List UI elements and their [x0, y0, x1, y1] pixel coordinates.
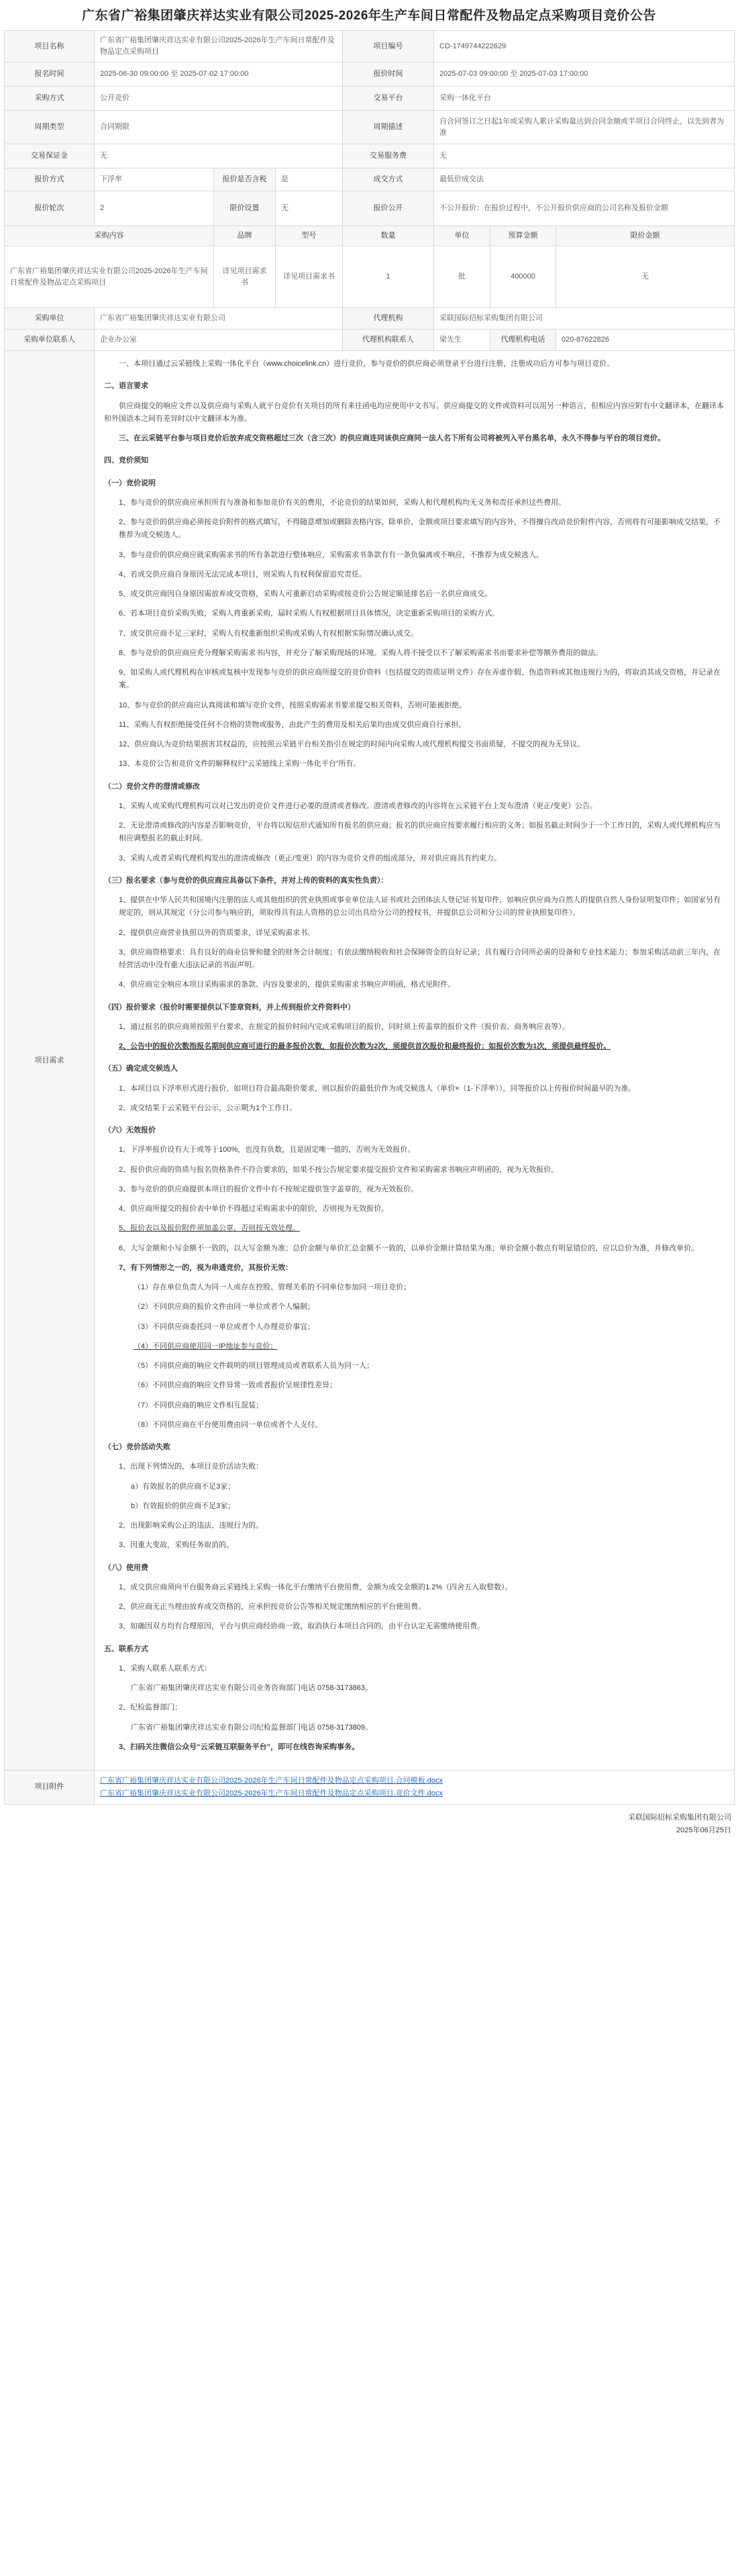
page-title: 广东省广裕集团肇庆祥达实业有限公司2025-2026年生产车间日常配件及物品定点采购项目竞价公告	[82, 9, 656, 23]
limit: 无	[276, 191, 343, 226]
requirements-label: 项目需求	[5, 351, 95, 1771]
req-g4: （4）不同供应商使用同一IP地址参与竞价；	[134, 1342, 278, 1350]
req-h2: 2、出现影响采购公正的违法、违规行为的。	[119, 1522, 264, 1530]
footer	[4, 1805, 734, 1838]
req-l10: 10、参与竞价的供应商应认真阅读和填写竞价文件，按照采购需求书要求提交相关资料，否则可能被拒绝。	[119, 701, 467, 709]
buyer-contact-label: 采购单位联系人	[5, 330, 95, 351]
req-d2: 2、公告中的报价次数指报名期间供应商可进行的最多报价次数，如报价次数为2次，须提供首次报价和最终报价；如报价次数为1次，须提供最终报价。	[119, 1042, 611, 1051]
req-f4: 4、供应商所提交的报价表中单价不得超过采购需求中的限价，否则视为无效报价。	[119, 1205, 389, 1213]
footer-date: 2025年06月25日	[676, 1826, 731, 1835]
req-l4: 4、若成交供应商自身原因无法完成本项目，则采购人有权利保留追究责任。	[119, 570, 367, 579]
req-s4a: （一）竞价说明	[104, 479, 156, 487]
req-s7: （六）无效报价	[104, 1126, 156, 1135]
requirements-content	[95, 351, 735, 1771]
req-g7: （7）不同供应商的响应文件相互混装；	[134, 1401, 264, 1409]
req-i2: 2、供应商无正当理由放弃成交资格的，应承担按竞价公告等相关规定缴纳相应的平台使用费。	[119, 1603, 426, 1612]
agency-phone: 020-87622826	[556, 330, 735, 351]
items-header-content: 采购内容	[5, 226, 214, 246]
req-f3: 3、参与竞价的供应商提供本项目的报价文件中有不按规定提供签字盖章的，视为无效报价。	[119, 1185, 419, 1193]
attachments-list	[95, 1771, 735, 1804]
cycle-label: 周期类型	[5, 111, 95, 144]
req-f7: 7、有下列情形之一的，视为串通竞价，其报价无效：	[119, 1263, 293, 1272]
req-h1b: b）有效报价的供应商不足3家；	[131, 1501, 235, 1510]
req-l7: 7、成交供应商不足三家时，采购人有权重新组织采购或采购人有权根据实际情况确认成交。	[119, 629, 419, 638]
buyer-label: 采购单位	[5, 308, 95, 330]
req-j1a: 广东省广裕集团肇庆祥达实业有限公司业务咨询部门电话 0758-3173863。	[131, 1684, 373, 1693]
item-unit: 批	[434, 246, 490, 308]
items-header-qty: 数量	[343, 226, 434, 246]
attachments-label: 项目附件	[5, 1771, 95, 1804]
rounds-label: 报价轮次	[5, 191, 95, 226]
req-l12: 12、供应商认为竞价结果损害其权益的，应按照云采链平台相关指引在规定的时间内向采购人或代理机构提交书面质疑，不提交的视为无异议。	[119, 740, 585, 749]
item-brand: 详见项目需求书	[214, 246, 276, 308]
req-f1: 1、下浮率报价设有大于或等于100%，也没有负数，且是固定唯一值的，否则为无效报价。	[119, 1146, 415, 1154]
req-f5: 5、报价表以及报价附件须加盖公章，否则按无效处理。	[119, 1224, 301, 1233]
include-tax: 是	[276, 168, 343, 191]
req-l13: 13、本竞价公告和竞价文件的解释权归“云采链线上采购一体化平台”所有。	[119, 760, 361, 769]
req-s9: （八）使用费	[104, 1563, 148, 1572]
req-i3: 3、如确因双方均有合理原因，平台与供应商经协商一致，取消执行本项目合同的，由平台认定无需缴纳使用费。	[119, 1622, 485, 1631]
items-header-limit: 限价金额	[556, 226, 735, 246]
signup-time-label: 报名时间	[5, 62, 95, 87]
req-g5: （5）不同供应商的响应文件载明的项目管理成员或者联系人员为同一人；	[134, 1362, 374, 1371]
deposit: 无	[95, 144, 343, 168]
period: 自合同签订之日起1年或采购人累计采购量达到合同金额或半项目合同终止，以先到者为准	[434, 111, 735, 144]
req-l9: 9、如采购人或代理机构在审核或复核中发现参与竞价的供应商所提交的竞价资料（包括提交的资质证明文件）存在弄虚作假、伪造资料或其他违规行为的，将取消其成交资格，并记录在案。	[119, 668, 721, 690]
req-g6: （6）不同供应商的响应文件异常一致或者报价呈规律性差异；	[134, 1381, 337, 1390]
attachment-contract-link[interactable]: 广东省广裕集团肇庆祥达实业有限公司2025-2026年生产车间日常配件及物品定点采购项目.合同模板.docx	[100, 1777, 443, 1785]
method-label: 采购方式	[5, 87, 95, 111]
req-l8: 8、参与竞价的供应商应充分理解采购需求书内容，并充分了解采购现场的环境。采购人将不接受以不了解采购需求书而要求补偿等额外费用的做法。	[119, 648, 603, 657]
req-f2: 2、报价供应商的资质与报名资格条件不符合要求的，如果不按公告规定要求提交报价文件和采购需求书响应声明函的，视为无效报价。	[119, 1165, 559, 1174]
attachment-bid-doc-link[interactable]: 广东省广裕集团肇庆祥达实业有限公司2025-2026年生产车间日常配件及物品定点采购项目.竞价文件.docx	[100, 1789, 443, 1797]
req-s8: （七）竞价活动失败	[104, 1443, 170, 1452]
req-p1: 一、本项目通过云采链线上采购一体化平台（www.choicelink.cn）进行竞价，参与竞价的供应商必须登录平台进行注册，注册成功后方可参与项目竞价。	[119, 360, 615, 368]
platform-label: 交易平台	[343, 87, 434, 111]
req-l3: 3、参与竞价的供应商应就采购需求书的所有条款进行整体响应，采购需求书条款有有一条负偏离或不响应，不推荐为成交候选人。	[119, 550, 544, 559]
req-e2: 2、成交结果于云采链平台公示，公示期为1个工作日。	[119, 1103, 297, 1112]
req-p2: 供应商提交的响应文件以及供应商与采购人就平台竞价有关项目的所有来往函电均应使用中文书写。供应商提交的文件或资料可以用另一种语言，但相应内容应附有中文翻译本，在翻译本和外国语本之间有差异时以中文翻译本为准。	[104, 401, 724, 423]
req-b2: 2、无论澄清或修改的内容是否影响竞价，平台将以短信形式通知所有报名的供应商；报名的供应商应按要求履行相应的义务；如报名截止时间少于一个工作日的，采购人或代理机构应当相应调整报名的截止时间。	[119, 822, 721, 843]
req-s10: 五、联系方式	[104, 1644, 148, 1653]
req-d1: 1、通过报名的供应商须按照平台要求，在规定的报价时间内完成采购项目的报价，同时须上传盖章的报价文件（报价表、商务响应表等）。	[119, 1022, 570, 1031]
req-p3: 三、在云采链平台参与项目竞价后放弃成交资格超过三次（含三次）的供应商连同该供应商同一法人名下所有公司将被列入平台黑名单，永久不得参与平台的项目竞价。	[119, 434, 665, 443]
req-g3: （3）不同供应商委托同一单位或者个人办理竞价事宜；	[134, 1322, 315, 1331]
items-header-model: 型号	[276, 226, 343, 246]
announcement-table	[4, 30, 735, 1805]
req-s4: 四、竞价须知	[104, 456, 148, 465]
item-model: 详见项目需求书	[276, 246, 343, 308]
req-c3: 3、供应商资格要求：具有良好的商业信誉和健全的财务会计制度；有依法缴纳税收和社会保障资金的良好记录；具有履行合同所必需的设备和专业技术能力；参加采购活动前三年内，在经营活动中没有重大违法记录的书面声明。	[119, 948, 721, 970]
deal-mode-label: 成交方式	[343, 168, 434, 191]
req-s2: 二、语言要求	[104, 382, 148, 391]
items-header-budget: 预算金额	[490, 226, 556, 246]
req-l11: 11、采购人有权拒绝接受任何不合格的货物或服务，由此产生的费用及相关后果均由成交供应商自行承担。	[119, 720, 466, 729]
item-limit: 无	[556, 246, 735, 308]
req-c4: 4、供应商完全响应本项目采购需求的条款、内容及要求的，提供采购需求书响应声明函，格式见附件。	[119, 981, 456, 989]
req-c2: 2、提供供应商营业执照以外的资质要求，详见采购需求书。	[119, 928, 315, 937]
req-g8: （8）不同供应商在平台使用费由同一单位或者个人支付。	[134, 1420, 323, 1429]
req-h1a: a）有效报名的供应商不足3家；	[131, 1482, 235, 1491]
buyer-contact: 企业办公室	[95, 330, 343, 351]
project-name: 广东省广裕集团肇庆祥达实业有限公司2025-2026年生产车间日常配件及物品定点采购项目	[95, 31, 343, 62]
req-g2: （2）不同供应商的报价文件由同一单位或者个人编制；	[134, 1303, 315, 1311]
signup-time: 2025-06-30 09:00:00 至 2025-07-02 17:00:00	[95, 62, 343, 87]
include-tax-label: 报价是否含税	[214, 168, 276, 191]
cycle: 合同期限	[95, 111, 343, 144]
req-j1c: 广东省广裕集团肇庆祥达实业有限公司纪检监督部门电话 0758-3173809。	[131, 1723, 373, 1732]
agency-phone-label: 代理机构电话	[490, 330, 556, 351]
rounds: 2	[95, 191, 214, 226]
fee: 无	[434, 144, 735, 168]
req-s4c: （三）报名要求（参与竞价的供应商应具备以下条件，并对上传的资料的真实性负责）：	[104, 876, 388, 885]
deal-mode: 最低价成交法	[434, 168, 735, 191]
req-g1: （1）存在单位负责人为同一人或存在控股、管理关系的不同单位参加同一项目竞价；	[134, 1283, 411, 1292]
agency-label: 代理机构	[343, 308, 434, 330]
req-b3: 3、采购人或者采购代理机构发出的澄清或修改（更正/变更）的内容为竞价文件的组成部分，并对供应商具有约束力。	[119, 854, 502, 862]
req-s4b: （二）竞价文件的澄清或修改	[104, 782, 200, 791]
req-c1: 1、提供在中华人民共和国境内注册的法人或其他组织的营业执照或事业单位法人证书或社会团体法人登记证书复印件，如响应供应商为自然人的提供自然人身份证明复印件；如国家另有规定的，则从其规定（分公司参与响应的，须取得具有法人资格的总公司出具给分公司的授权书，并提供总公司和分公司的营业执照复印件）。	[119, 896, 721, 918]
item-name: 广东省广裕集团肇庆祥达实业有限公司2025-2026年生产车间日常配件及物品定点采购项目	[5, 246, 214, 308]
req-l1: 1、参与竞价的供应商应承担所有与准备和参加竞价有关的费用，不论竞价的结果如何，采购人和代理机构均无义务和责任承担这些费用。	[119, 498, 566, 507]
req-j1b: 2、纪检监督部门：	[119, 1703, 182, 1712]
req-f6: 6、大写金额和小写金额不一致的，以大写金额为准；总价金额与单价汇总金额不一致的，以单价金额计算结果为准；单价金额小数点有明显错位的，应以总价为准，并修改单价。	[119, 1244, 699, 1252]
fee-label: 交易服务费	[343, 144, 434, 168]
req-h3: 3、因重大变故，采购任务取消的。	[119, 1541, 234, 1550]
project-no-label: 项目编号	[343, 31, 434, 62]
req-j3: 3、扫码关注微信公众号“云采链互联服务平台”，即可在线咨询采购事务。	[119, 1742, 360, 1751]
agency: 采联国际招标采购集团有限公司	[434, 308, 735, 330]
items-header-unit: 单位	[434, 226, 490, 246]
limit-label: 限价设置	[214, 191, 276, 226]
quote-mode: 下浮率	[95, 168, 214, 191]
method: 公开竞价	[95, 87, 343, 111]
buyer: 广东省广裕集团肇庆祥达实业有限公司	[95, 308, 343, 330]
project-no: CD-1749744222629	[434, 31, 735, 62]
quote-mode-label: 报价方式	[5, 168, 95, 191]
req-b1: 1、采购人或采购代理机构可以对已发出的竞价文件进行必要的澄清或者修改。澄清或者修改的内容将在云采链平台上发布澄清（更正/变更）公告。	[119, 801, 598, 810]
quote-time-label: 报价时间	[343, 62, 434, 87]
public: 不公开报价：在报价过程中，不公开报价供应商的公司名称及报价金额	[434, 191, 735, 226]
public-label: 报价公开	[343, 191, 434, 226]
req-e1: 1、本项目以下浮率形式进行报价，如项目符合最高限价要求，则以报价的最低价作为成交候选人（单价×（1-下浮率）），同等报价以上传报价时间最早的为准。	[119, 1084, 636, 1093]
deposit-label: 交易保证金	[5, 144, 95, 168]
item-qty: 1	[343, 246, 434, 308]
item-budget: 400000	[490, 246, 556, 308]
req-j1: 1、采购人联系人联系方式：	[119, 1664, 212, 1673]
req-s6: （五）确定成交候选人	[104, 1064, 178, 1073]
agency-contact: 梁先生	[434, 330, 490, 351]
agency-contact-label: 代理机构联系人	[343, 330, 434, 351]
req-l5: 5、成交供应商因自身原因需放弃成交资格，采购人可重新启动采购或按竞价公告规定顺延排名后一名供应商成交。	[119, 590, 492, 599]
period-label: 周期描述	[343, 111, 434, 144]
req-s5: （四）报价要求（报价时需要提供以下签章资料，并上传到报价文件资料中）	[104, 1003, 355, 1011]
req-h1: 1、出现下列情况的，本项目竞价活动失败：	[119, 1463, 264, 1471]
req-l2: 2、参与竞价的供应商必须按竞价附件的格式填写，不得随意增加或删除表格内容。除单价、金额或项目要求填写的内容外，不得擅自改动竞价附件内容，否则将有可能影响成交结果，不推荐为成交候选人。	[119, 518, 721, 540]
quote-time: 2025-07-03 09:00:00 至 2025-07-03 17:00:00	[434, 62, 735, 87]
items-header-brand: 品牌	[214, 226, 276, 246]
platform: 采购一体化平台	[434, 87, 735, 111]
req-i1: 1、成交供应商须向平台服务商云采链线上采购一体化平台缴纳平台使用费，金额为成交金额的1.2%（四舍五入取整数）。	[119, 1583, 513, 1591]
footer-org: 采联国际招标采购集团有限公司	[628, 1813, 731, 1822]
project-name-label: 项目名称	[5, 31, 95, 62]
req-l6: 6、若本项目竞价采购失败，采购人将重新采购，届时采购人有权根据项目具体情况，决定重新采购项目的采购方式。	[119, 609, 500, 618]
